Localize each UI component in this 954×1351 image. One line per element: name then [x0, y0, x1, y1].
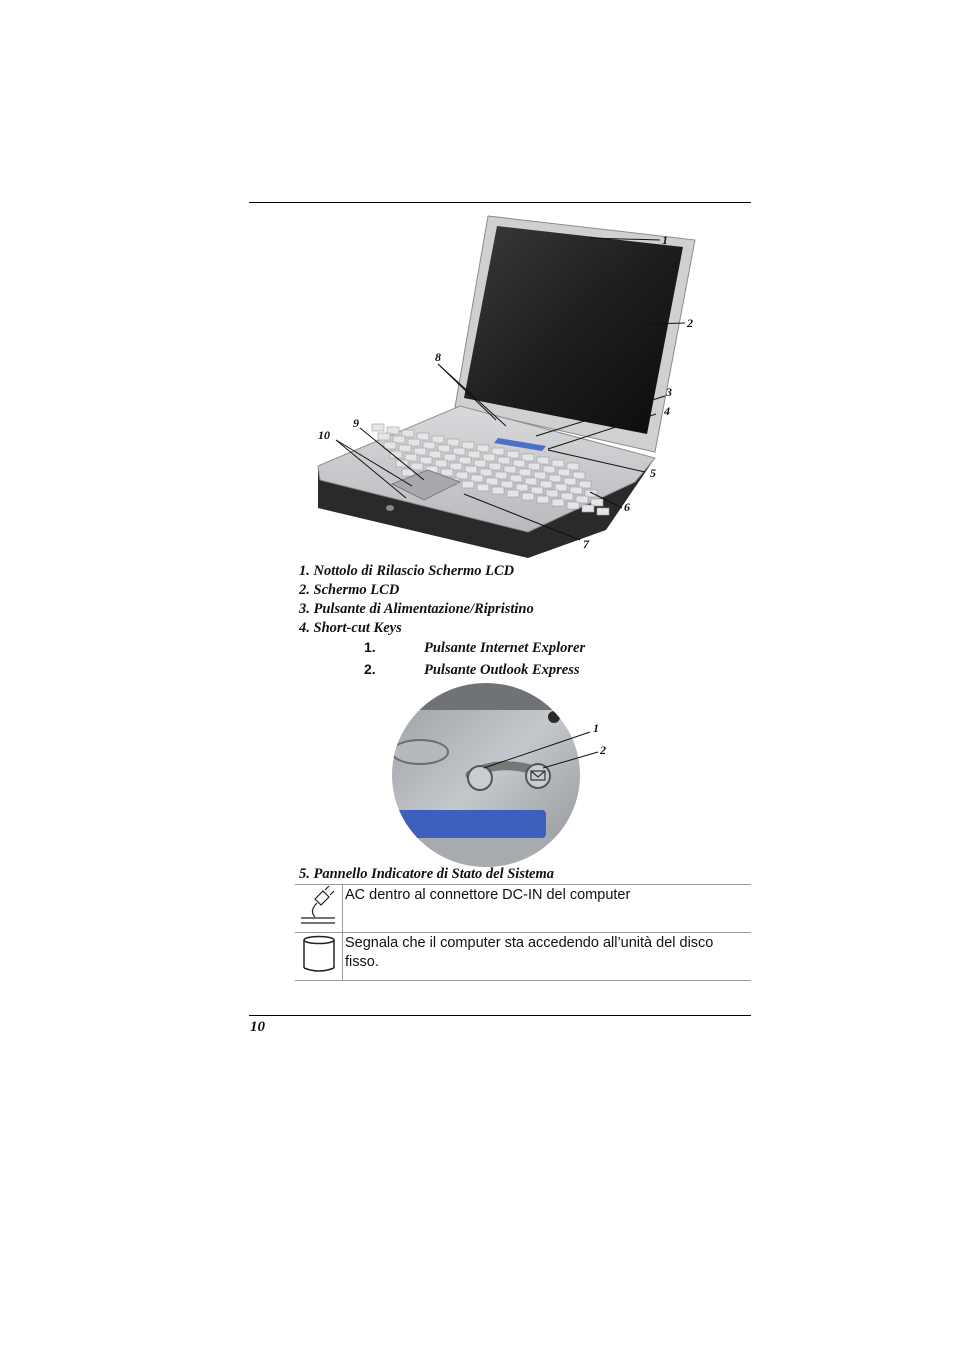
- status-indicator-table: [295, 884, 751, 981]
- status-desc-hdd: Segnala che il computer sta accedendo all’unità del disco fisso.: [343, 933, 752, 981]
- hard-disk-icon: [295, 933, 342, 975]
- keyboard-key: [372, 424, 384, 431]
- ac-plug-icon: [295, 885, 342, 927]
- keyboard-key: [507, 490, 519, 497]
- sub-item-internet-explorer: Pulsante Internet Explorer: [424, 640, 586, 656]
- figure-label-5: 5: [650, 466, 656, 480]
- figure-label-1: 1: [662, 233, 668, 247]
- sub-item-number-1: 1.: [364, 639, 376, 655]
- table-row: [295, 933, 751, 981]
- page-number: 10: [250, 1019, 265, 1035]
- caption-lcd-latch: 1. Nottolo di Rilascio Schermo LCD: [299, 563, 515, 579]
- table-row: [295, 885, 751, 933]
- figure-label-2: 2: [687, 316, 693, 330]
- shortcut-keys-closeup: [390, 680, 620, 870]
- caption-shortcut-keys: 4. Short-cut Keys: [299, 620, 402, 636]
- detail-label-2: 2: [600, 743, 606, 757]
- figure-label-9: 9: [353, 416, 359, 430]
- figure-label-4: 4: [664, 404, 670, 418]
- caption-power-button: 3. Pulsante di Alimentazione/Ripristino: [299, 601, 534, 617]
- keyboard-key: [384, 442, 396, 449]
- keyboard-key: [477, 484, 489, 491]
- keyboard-key: [462, 481, 474, 488]
- figure-label-3: 3: [666, 385, 672, 399]
- keyboard-key: [522, 493, 534, 500]
- figure-label-8: 8: [435, 350, 441, 364]
- keyboard-key: [537, 496, 549, 503]
- section-title-status-panel: 5. Pannello Indicatore di Stato del Sistema: [299, 866, 554, 882]
- keyboard-key: [378, 433, 390, 440]
- top-rule: [249, 202, 751, 203]
- keyboard-key: [597, 508, 609, 515]
- status-desc-ac: AC dentro al connettore DC-IN del computer: [343, 885, 752, 933]
- figure-label-7: 7: [583, 537, 589, 551]
- figure-label-6: 6: [624, 500, 630, 514]
- caption-lcd-screen: 2. Schermo LCD: [299, 582, 400, 598]
- bottom-rule: [249, 1015, 751, 1016]
- keyboard-key: [582, 505, 594, 512]
- sub-item-outlook-express: Pulsante Outlook Express: [424, 662, 580, 678]
- sub-item-number-2: 2.: [364, 661, 376, 677]
- keyboard-key: [567, 502, 579, 509]
- detail-label-1: 1: [593, 721, 599, 735]
- keyboard-key: [492, 487, 504, 494]
- laptop-figure: [310, 212, 700, 562]
- figure-label-10: 10: [318, 428, 330, 442]
- keyboard-key: [552, 499, 564, 506]
